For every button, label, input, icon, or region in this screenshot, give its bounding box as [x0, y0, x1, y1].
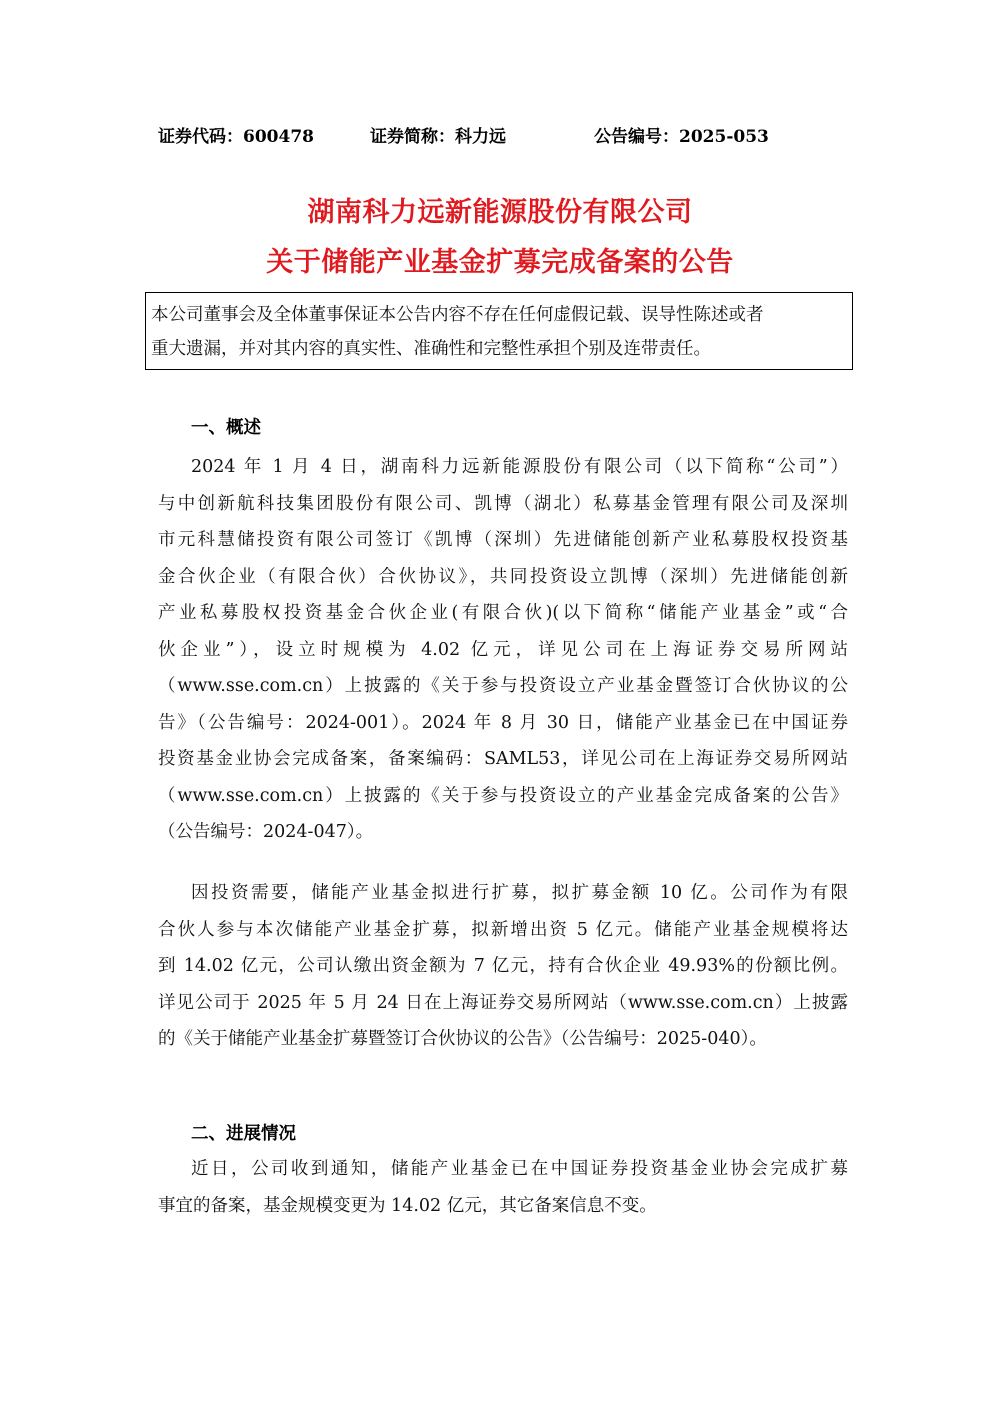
- paragraph-line: 金合伙企业（有限合伙）合伙协议》，共同投资设立凯博（深圳）先进储能创新: [158, 566, 848, 587]
- statement-line: 重大遗漏，并对其内容的真实性、准确性和完整性承担个别及连带责任。: [151, 339, 711, 359]
- paragraph-line: 伙企业”），设立时规模为 4.02 亿元，详见公司在上海证券交易所网站: [158, 639, 848, 660]
- paragraph-line: 投资基金业协会完成备案，备案编码：SAML53，详见公司在上海证券交易所网站: [158, 749, 848, 769]
- section-heading-overview: 一、概述: [191, 418, 261, 438]
- paragraph-line: 详见公司于 2025 年 5 月 24 日在上海证券交易所网站（www.sse.com.cn）上披露: [158, 992, 848, 1013]
- paragraph-line: 事宜的备案，基金规模变更为 14.02 亿元，其它备案信息不变。: [158, 1195, 657, 1216]
- paragraph-line: 近日，公司收到通知，储能产业基金已在中国证券投资基金业协会完成扩募: [191, 1159, 848, 1179]
- paragraph-line: （www.sse.com.cn）上披露的《关于参与投资设立的产业基金完成备案的公告》: [158, 785, 848, 806]
- company-title: 湖南科力远新能源股份有限公司: [307, 197, 693, 228]
- stock-short-name: 证券简称：科力远: [370, 127, 506, 147]
- paragraph-line: （www.sse.com.cn）上披露的《关于参与投资设立产业基金暨签订合伙协议的公: [158, 676, 848, 696]
- statement-line: 本公司董事会及全体董事保证本公告内容不存在任何虚假记载、误导性陈述或者: [151, 305, 764, 325]
- paragraph-line: 2024 年 1 月 4 日，湖南科力远新能源股份有限公司（以下简称“公司”）: [191, 457, 848, 477]
- notice-title: 关于储能产业基金扩募完成备案的公告: [266, 247, 734, 278]
- board-statement-box: [145, 292, 853, 370]
- paragraph-line: 合伙人参与本次储能产业基金扩募，拟新增出资 5 亿元。储能产业基金规模将达: [158, 919, 848, 940]
- paragraph-line: （公告编号：2024-047）。: [158, 822, 374, 842]
- paragraph-line: 产业私募股权投资基金合伙企业(有限合伙)(以下简称“储能产业基金”或“合: [158, 603, 848, 623]
- paragraph-line: 与中创新航科技集团股份有限公司、凯博（湖北）私募基金管理有限公司及深圳: [158, 493, 848, 514]
- paragraph-line: 因投资需要，储能产业基金拟进行扩募，拟扩募金额 10 亿。公司作为有限: [191, 883, 848, 903]
- section-heading-progress: 二、进展情况: [191, 1124, 296, 1144]
- paragraph-line: 市元科慧储投资有限公司签订《凯博（深圳）先进储能创新产业私募股权投资基: [158, 530, 848, 550]
- paragraph-line: 的《关于储能产业基金扩募暨签订合伙协议的公告》（公告编号：2025-040）。: [158, 1029, 767, 1049]
- notice-number: 公告编号：2025-053: [594, 127, 769, 147]
- paragraph-line: 告》（公告编号：2024-001）。2024 年 8 月 30 日，储能产业基金已在中国证券: [158, 712, 848, 733]
- paragraph-line: 到 14.02 亿元，公司认缴出资金额为 7 亿元，持有合伙企业 49.93%的份额比例。: [158, 956, 848, 976]
- stock-code: 证券代码：600478: [158, 127, 314, 147]
